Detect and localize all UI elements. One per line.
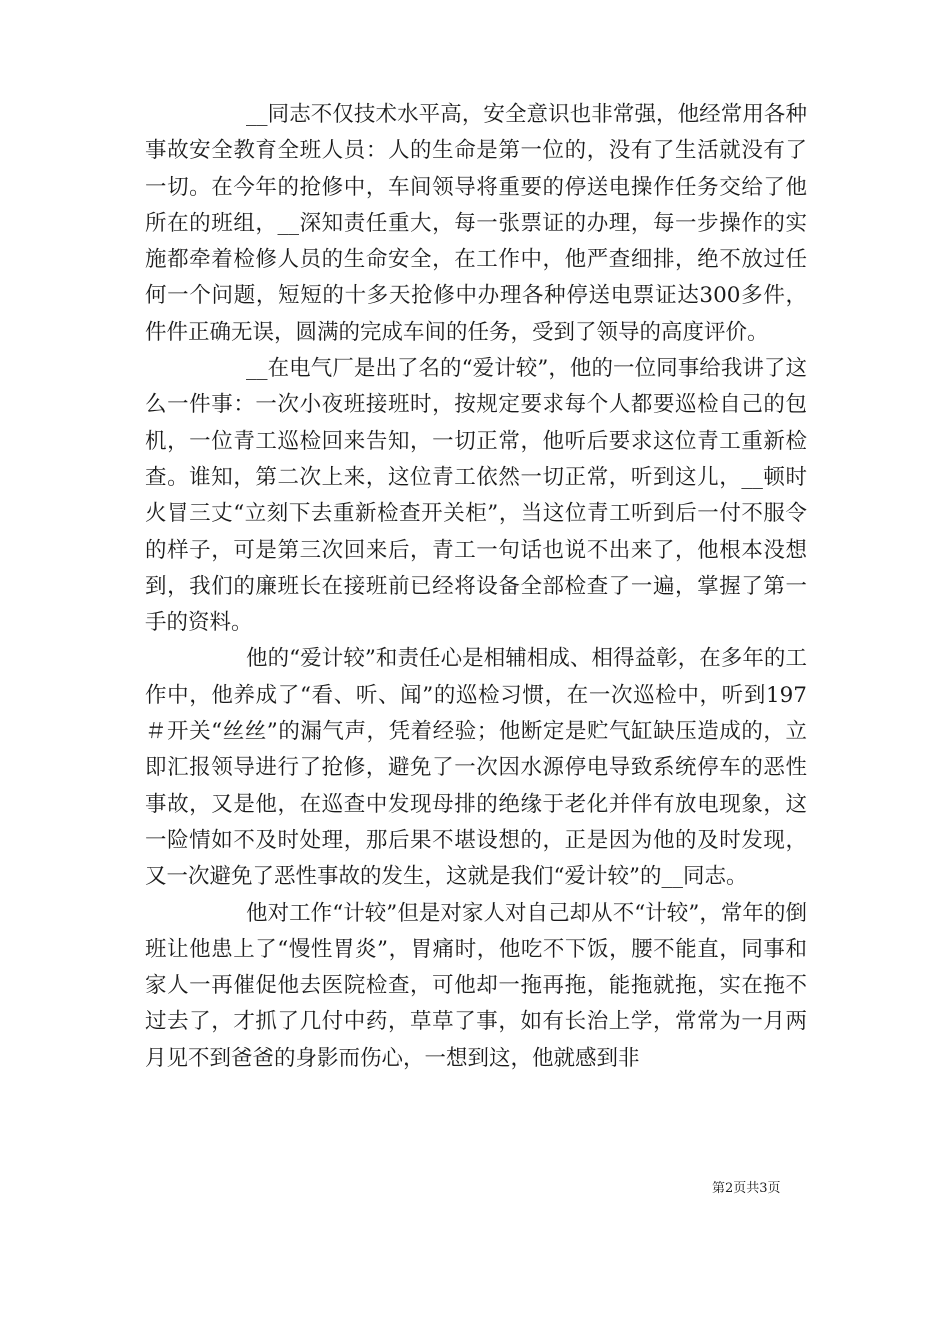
paragraph-3: 他的“爱计较”和责任心是相辅相成、相得益彰，在多年的工作中，他养成了“看、听、闻”的巡检习惯，在一次巡检中，听到197＃开关“丝丝”的漏气声，凭着经验；他断定是贮气缸缺压造成的，立即汇报领导进行了抢修，避免了一次因水源停电导致系统停车的恶性事故，又是他，在巡查中发现母排的绝缘于老化并伴有放电现象，这一险情如不及时处理，那后果不堪设想的，正是因为他的及时发现，又一次避免了恶性事故的发生，这就是我们“爱计较”的__同志。 [145,646,807,890]
page-number: 第2页共3页 [712,1181,781,1196]
paragraph-1: __同志不仅技术水平高，安全意识也非常强，他经常用各种事故安全教育全班人员：人的生命是第一位的，没有了生活就没有了一切。在今年的抢修中，车间领导将重要的停送电操作任务交给了他所在的班组，__深知责任重大，每一张票证的办理，每一步操作的实施都牵着检修人员的生命安全，在工作中，他严查细排，绝不放过任何一个问题，短短的十多天抢修中办理各种停送电票证达300多件，件件正确无误，圆满的完成车间的任务，受到了领导的高度评价。 [145,102,807,345]
paragraph-4: 他对工作“计较”但是对家人对自己却从不“计较”，常年的倒班让他患上了“慢性胃炎”，胃痛时，他吃不下饭，腰不能直，同事和家人一再催促他去医院检查，可他却一拖再拖，能拖就拖，实在拖不过去了，才抓了几付中药，草草了事，如有长治上学，常常为一月两月见不到爸爸的身影而伤心，一想到这，他就感到非 [145,900,807,1071]
body-text [145,97,807,1077]
paragraph-2: __在电气厂是出了名的“爱计较”，他的一位同事给我讲了这么一件事：一次小夜班接班时，按规定要求每个人都要巡检自己的包机，一位青工巡检回来告知，一切正常，他听后要求这位青工重新检查。谁知，第二次上来，这位青工依然一切正常，听到这儿，__顿时火冒三丈“立刻下去重新检查开关柜”，当这位青工听到后一付不服令的样子，可是第三次回来后，青工一句话也说不出来了，他根本没想到，我们的廉班长在接班前已经将设备全部检查了一遍，掌握了第一手的资料。 [145,356,807,636]
